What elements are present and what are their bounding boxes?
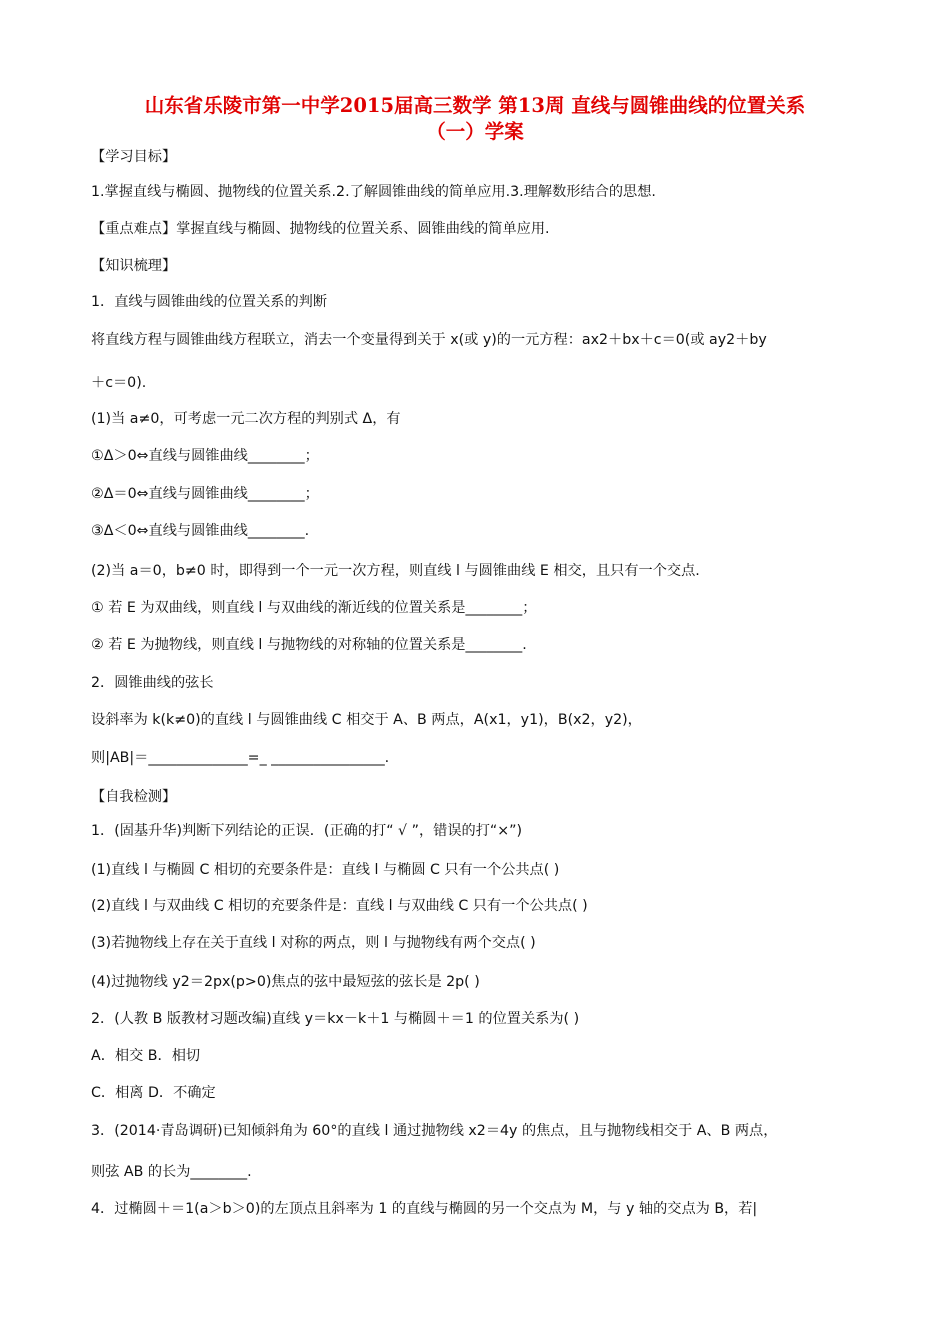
- question-3-text-line-2: 则弦 AB 的长为________.: [91, 1164, 252, 1180]
- knowledge-item-2-heading: 2．圆锥曲线的弦长: [91, 675, 214, 691]
- question-1-statement-1: (1)直线 l 与椭圆 C 相切的充要条件是：直线 l 与椭圆 C 只有一个公共点( ): [91, 862, 560, 878]
- section-heading-self-check: 【自我检测】: [91, 789, 177, 805]
- document-title-line-1: 山东省乐陵市第一中学2015届高三数学 第13周 直线与圆锥曲线的位置关系: [144, 94, 806, 117]
- chord-length-text-1: 设斜率为 k(k≠0)的直线 l 与圆锥曲线 C 相交于 A、B 两点，A(x1，y1)，B(x2，y2)，: [91, 712, 642, 728]
- question-4-text: 4．过椭圆＋＝1(a＞b＞0)的左顶点且斜率为 1 的直线与椭圆的另一个交点为 M，与 y 轴的交点为 B，若|: [91, 1201, 758, 1217]
- question-1-statement-2: (2)直线 l 与双曲线 C 相切的充要条件是：直线 l 与双曲线 C 只有一个公共点( ): [91, 898, 588, 914]
- question-2-options-cd: C．相离 D．不确定: [91, 1085, 216, 1101]
- question-1-text: 1．(固基升华)判断下列结论的正误．(正确的打“ √ ”，错误的打“×”): [91, 823, 523, 839]
- case-2-option-1: ① 若 E 为双曲线，则直线 l 与双曲线的渐近线的位置关系是________；: [91, 600, 537, 616]
- case-1-option-1: ①Δ＞0⇔直线与圆锥曲线________；: [91, 448, 319, 464]
- case-2-text: (2)当 a＝0，b≠0 时，即得到一个一元一次方程，则直线 l 与圆锥曲线 E 相交，且只有一个交点.: [91, 563, 700, 579]
- document-title-line-2: （一）学案: [426, 120, 524, 143]
- question-2-options-ab: A．相交 B．相切: [91, 1048, 201, 1064]
- case-1-option-3: ③Δ＜0⇔直线与圆锥曲线________.: [91, 523, 310, 539]
- chord-length-text-2: 则|AB|＝______________=_ ________________.: [91, 750, 390, 766]
- knowledge-item-1-heading: 1．直线与圆锥曲线的位置关系的判断: [91, 294, 328, 310]
- question-2-text: 2．(人教 B 版教材习题改编)直线 y＝kx－k＋1 与椭圆＋＝1 的位置关系为( ): [91, 1011, 580, 1027]
- case-2-option-2: ② 若 E 为抛物线，则直线 l 与抛物线的对称轴的位置关系是________.: [91, 637, 527, 653]
- case-1-text: (1)当 a≠0，可考虑一元二次方程的判别式 Δ，有: [91, 411, 401, 427]
- objectives-text: 1.掌握直线与椭圆、抛物线的位置关系.2.了解圆锥曲线的简单应用.3.理解数形结合的思想.: [91, 184, 656, 200]
- knowledge-paragraph-line-2: ＋c＝0).: [91, 375, 147, 391]
- section-heading-knowledge: 【知识梳理】: [91, 258, 177, 274]
- question-1-statement-3: (3)若抛物线上存在关于直线 l 对称的两点，则 l 与抛物线有两个交点( ): [91, 935, 536, 951]
- key-points-text: 【重点难点】掌握直线与椭圆、抛物线的位置关系、圆锥曲线的简单应用.: [91, 221, 550, 237]
- section-heading-objectives: 【学习目标】: [91, 149, 177, 165]
- case-1-option-2: ②Δ＝0⇔直线与圆锥曲线________；: [91, 486, 319, 502]
- question-3-text-line-1: 3．(2014·青岛调研)已知倾斜角为 60°的直线 l 通过抛物线 x2＝4y 的焦点，且与抛物线相交于 A、B 两点，: [91, 1123, 778, 1139]
- question-1-statement-4: (4)过抛物线 y2＝2px(p>0)焦点的弦中最短弦的弦长是 2p( ): [91, 974, 480, 990]
- knowledge-paragraph-line-1: 将直线方程与圆锥曲线方程联立，消去一个变量得到关于 x(或 y)的一元方程：ax2＋bx＋c＝0(或 ay2＋by: [91, 332, 767, 348]
